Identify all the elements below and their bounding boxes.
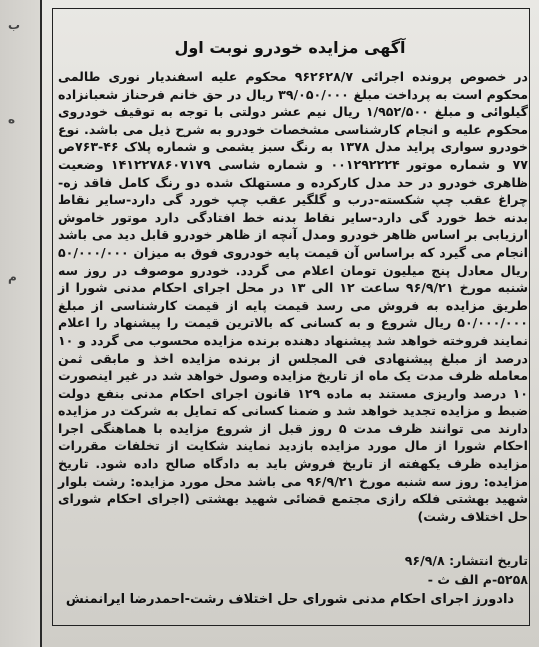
notice-title: آگهی مزایده خودرو نوبت اول xyxy=(174,38,406,57)
side-mark-3: م xyxy=(8,270,17,284)
side-mark-2: ه xyxy=(8,112,16,126)
side-mark-1: ب xyxy=(8,18,21,32)
notice-body: در خصوص پرونده اجرائی ۹۶۲۶۲۸/۷ محکوم علیه اسفندیار نوری طالمی محکوم است به پرداخت مبلغ ۳۹/۰۵۰/۰۰۰ ریال در حق خانم فرحناز شعبانزاده گیلوائی و مبلغ ۱/۹۵۲/۵۰۰ ریال نیم عشر دولتی با توجه به توقیف خودروی محکوم علیه و انجام کارشناسی مشخصات خودرو به شرح ذیل می باشد. نوع خودرو سواری پراید مدل ۱۳۷۸ به رنگ سبز یشمی و شماره پلاک ۴۶-۷۶۳ص ۷۷ و شماره موتور ۰۰۱۲۹۲۲۲۴ و شماره شاسی ۱۴۱۲۲۷۸۶۰۷۱۷۹ وضعیت ظاهری خودرو در حد مدل کارکرده و مستهلک شده دو رنگ کامل فاقد زه-چراغ عقب چپ شکسته-درب و گلگیر عقب چپ خورد گی دارد-سایر نقاط بدنه خط خورد گی دارد-سایر نقاط بدنه خط افتادگی دارد موتور خاموش ارزیابی بر اساس ظاهر خودرو ومدل آنچه از ظاهر خودرو قابل دید می باشد انجام می گیرد که براساس آن قیمت پایه خودروی فوق به میزان ۵۰/۰۰۰/۰۰۰ ریال معادل پنج میلیون تومان اعلام می گردد. خودرو موصوف در روز سه شنبه مورخ ۹۶/۹/۲۱ ساعت ۱۲ الی ۱۳ در محل اجرای احکام مدنی شورا از طریق مزایده به فروش می رسد قیمت پایه از قیمت کارشناسی از مبلغ ۵۰/۰۰۰/۰۰۰ ریال شروع و به کسانی که بالاترین قیمت را پیشنهاد را اعلام نمایند فروخته خواهد شد پیشنهاد دهنده برنده مزایده محسوب می گردد و ۱۰ درصد از مبلغ پیشنهادی فی المجلس از برنده مزایده اخذ و مابقی ثمن معامله ظرف مدت یک ماه از تاریخ مزایده وصول خواهد شد در غیر اینصورت ۱۰ درصد واریزی مستند به ماده ۱۲۹ قانون اجرای احکام مدنی بنفع دولت ضبط و مزایده تجدید خواهد شد و ضمنا کسانی که تمایل به شرکت در مزایده دارند می توانند ظرف مدت ۵ روز قبل از شروع مزایده با هماهنگی اجرا احکام شورا از مال مورد مزایده بازدید نمایند شکایت از تخلفات مقررات مزایده ظرف یکهفته از تاریخ فروش باید به دادگاه صالح داده شود. تاریخ مزایده: روز سه شنبه مورخ ۹۶/۹/۲۱ می باشد محل مورد مزایده: رشت بلوار شهید بهشتی فلکه رازی مجتمع قضائی شهید بهشتی (اجرای احکام شورای حل اختلاف رشت) xyxy=(58,69,528,524)
reference-code: ۵۲۵۸-م الف ث - xyxy=(427,572,528,587)
adjacent-column-strip xyxy=(0,0,40,647)
column-divider xyxy=(40,0,42,647)
publish-date: تاریخ انتشار: ۹۶/۹/۸ xyxy=(404,553,528,568)
signature-line: دادورز اجرای احکام مدنی شورای حل اختلاف رشت-احمدرضا ایرانمنش xyxy=(65,592,515,607)
